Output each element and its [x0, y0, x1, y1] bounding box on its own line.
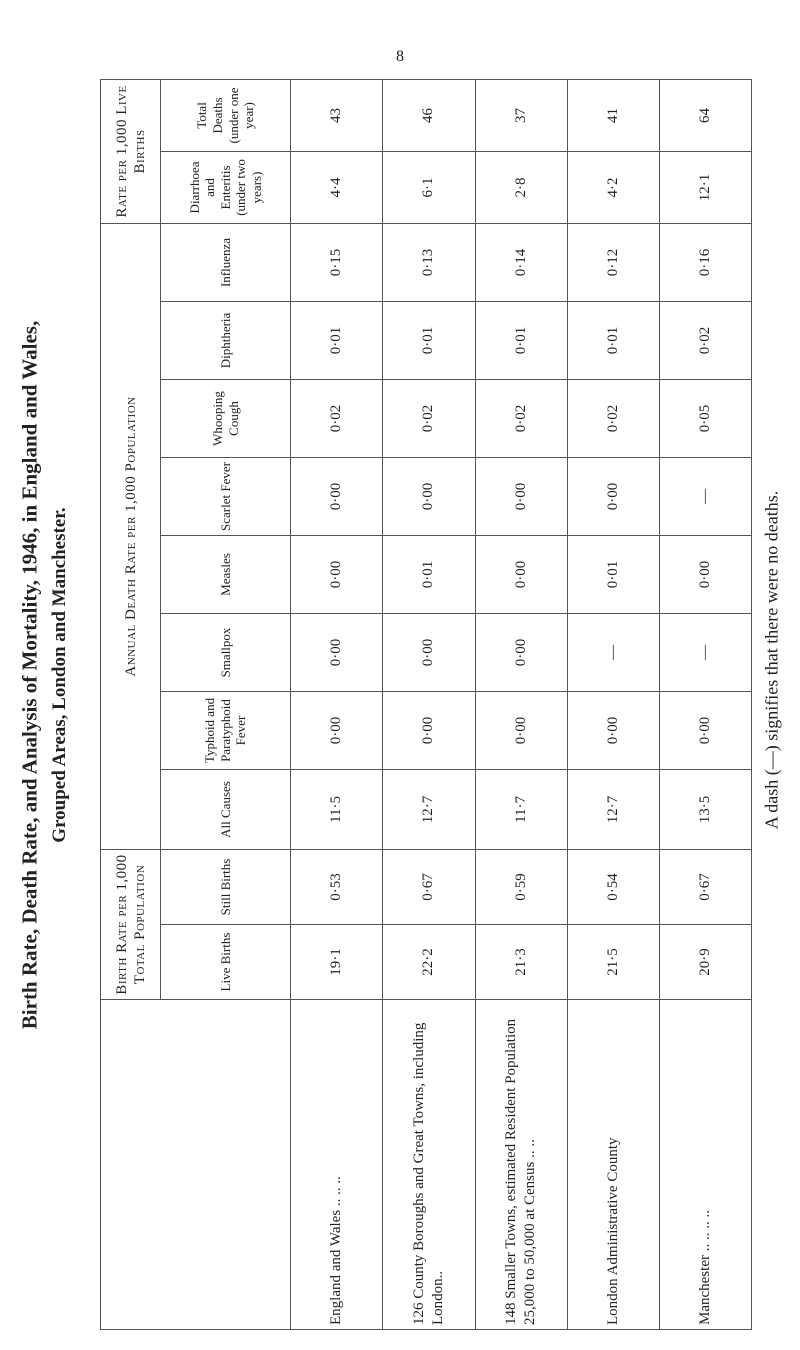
all-causes-cell: 12·7 — [567, 770, 659, 850]
whooping-cough-cell: 0·02 — [383, 380, 475, 458]
table-rotated-wrapper — [100, 80, 752, 1330]
smallpox-cell: — — [659, 614, 751, 692]
smallpox-header: Smallpox — [161, 614, 291, 692]
still-births-cell: 0·67 — [383, 850, 475, 925]
live-births-cell: 21·3 — [475, 925, 567, 1000]
mortality-table — [100, 79, 752, 1330]
header-row-groups — [101, 79, 161, 1329]
measles-cell: 0·00 — [659, 536, 751, 614]
measles-cell: 0·00 — [475, 536, 567, 614]
all-causes-header: All Causes — [161, 770, 291, 850]
live-births-cell: 19·1 — [291, 925, 383, 1000]
diphtheria-cell: 0·01 — [291, 302, 383, 380]
rate-live-births-group-header: Rate per 1,000 Live Births — [101, 79, 161, 223]
scarlet-fever-cell: 0·00 — [383, 458, 475, 536]
typhoid-cell: 0·00 — [291, 692, 383, 770]
typhoid-cell: 0·00 — [383, 692, 475, 770]
typhoid-cell: 0·00 — [659, 692, 751, 770]
area-header — [101, 1000, 291, 1330]
still-births-cell: 0·59 — [475, 850, 567, 925]
influenza-cell: 0·15 — [291, 223, 383, 301]
live-births-cell: 21·5 — [567, 925, 659, 1000]
typhoid-header: Typhoid and Paratyphoid Fever — [161, 692, 291, 770]
typhoid-cell: 0·00 — [475, 692, 567, 770]
area-cell: Manchester .. .. .. .. — [659, 1000, 751, 1330]
area-cell: London Administrative County — [567, 1000, 659, 1330]
diarrhoea-cell: 6·1 — [383, 151, 475, 223]
whooping-cough-cell: 0·02 — [291, 380, 383, 458]
diarrhoea-cell: 4·4 — [291, 151, 383, 223]
diphtheria-cell: 0·02 — [659, 302, 751, 380]
whooping-cough-cell: 0·02 — [567, 380, 659, 458]
scarlet-fever-cell: — — [659, 458, 751, 536]
live-births-cell: 20·9 — [659, 925, 751, 1000]
measles-cell: 0·01 — [567, 536, 659, 614]
diphtheria-cell: 0·01 — [567, 302, 659, 380]
table-title: Birth Rate, Death Rate, and Analysis of Mortality, 1946, in England and Wales, — [17, 320, 42, 1030]
area-cell: 148 Smaller Towns, estimated Resident Population 25,000 to 50,000 at Census .. .. — [475, 1000, 567, 1330]
smallpox-cell: 0·00 — [291, 614, 383, 692]
table-row — [567, 79, 659, 1329]
scarlet-fever-header: Scarlet Fever — [161, 458, 291, 536]
diphtheria-cell: 0·01 — [475, 302, 567, 380]
measles-cell: 0·00 — [291, 536, 383, 614]
whooping-cough-cell: 0·02 — [475, 380, 567, 458]
influenza-cell: 0·14 — [475, 223, 567, 301]
total-deaths-cell: 37 — [475, 79, 567, 151]
live-births-header: Live Births — [161, 925, 291, 1000]
scarlet-fever-cell: 0·00 — [475, 458, 567, 536]
influenza-cell: 0·12 — [567, 223, 659, 301]
diphtheria-cell: 0·01 — [383, 302, 475, 380]
influenza-cell: 0·13 — [383, 223, 475, 301]
table-row — [475, 79, 567, 1329]
whooping-cough-cell: 0·05 — [659, 380, 751, 458]
total-deaths-cell: 43 — [291, 79, 383, 151]
still-births-cell: 0·67 — [659, 850, 751, 925]
total-deaths-header: Total Deaths (under one year) — [161, 79, 291, 151]
measles-header: Measles — [161, 536, 291, 614]
smallpox-cell: — — [567, 614, 659, 692]
diphtheria-header: Diphtheria — [161, 302, 291, 380]
influenza-cell: 0·16 — [659, 223, 751, 301]
live-births-cell: 22·2 — [383, 925, 475, 1000]
still-births-header: Still Births — [161, 850, 291, 925]
scarlet-fever-cell: 0·00 — [291, 458, 383, 536]
diarrhoea-cell: 12·1 — [659, 151, 751, 223]
diarrhoea-cell: 4·2 — [567, 151, 659, 223]
whooping-cough-header: Whooping Cough — [161, 380, 291, 458]
footnote: A dash (—) signifies that there were no deaths. — [761, 490, 782, 830]
diarrhoea-header: Diarrhoea and Enteritis (under two years) — [161, 151, 291, 223]
all-causes-cell: 13·5 — [659, 770, 751, 850]
typhoid-cell: 0·00 — [567, 692, 659, 770]
all-causes-cell: 11·5 — [291, 770, 383, 850]
all-causes-cell: 11·7 — [475, 770, 567, 850]
table-subtitle: Grouped Areas, London and Manchester. — [49, 507, 70, 843]
table-title-block — [0, 0, 100, 1350]
table-stage — [100, 80, 752, 1330]
smallpox-cell: 0·00 — [383, 614, 475, 692]
total-deaths-cell: 64 — [659, 79, 751, 151]
table-row — [659, 79, 751, 1329]
all-causes-cell: 12·7 — [383, 770, 475, 850]
table-row — [383, 79, 475, 1329]
total-deaths-cell: 41 — [567, 79, 659, 151]
still-births-cell: 0·53 — [291, 850, 383, 925]
smallpox-cell: 0·00 — [475, 614, 567, 692]
scarlet-fever-cell: 0·00 — [567, 458, 659, 536]
still-births-cell: 0·54 — [567, 850, 659, 925]
measles-cell: 0·01 — [383, 536, 475, 614]
influenza-header: Influenza — [161, 223, 291, 301]
birth-rate-group-header: Birth Rate per 1,000 Total Population — [101, 850, 161, 1000]
area-cell: 126 County Boroughs and Great Towns, including London.. — [383, 1000, 475, 1330]
footnote-block — [752, 0, 792, 1350]
death-rate-group-header: Annual Death Rate per 1,000 Population — [101, 223, 161, 849]
area-cell: England and Wales .. .. .. — [291, 1000, 383, 1330]
total-deaths-cell: 46 — [383, 79, 475, 151]
table-row — [291, 79, 383, 1329]
page-number: 8 — [396, 48, 404, 65]
diarrhoea-cell: 2·8 — [475, 151, 567, 223]
